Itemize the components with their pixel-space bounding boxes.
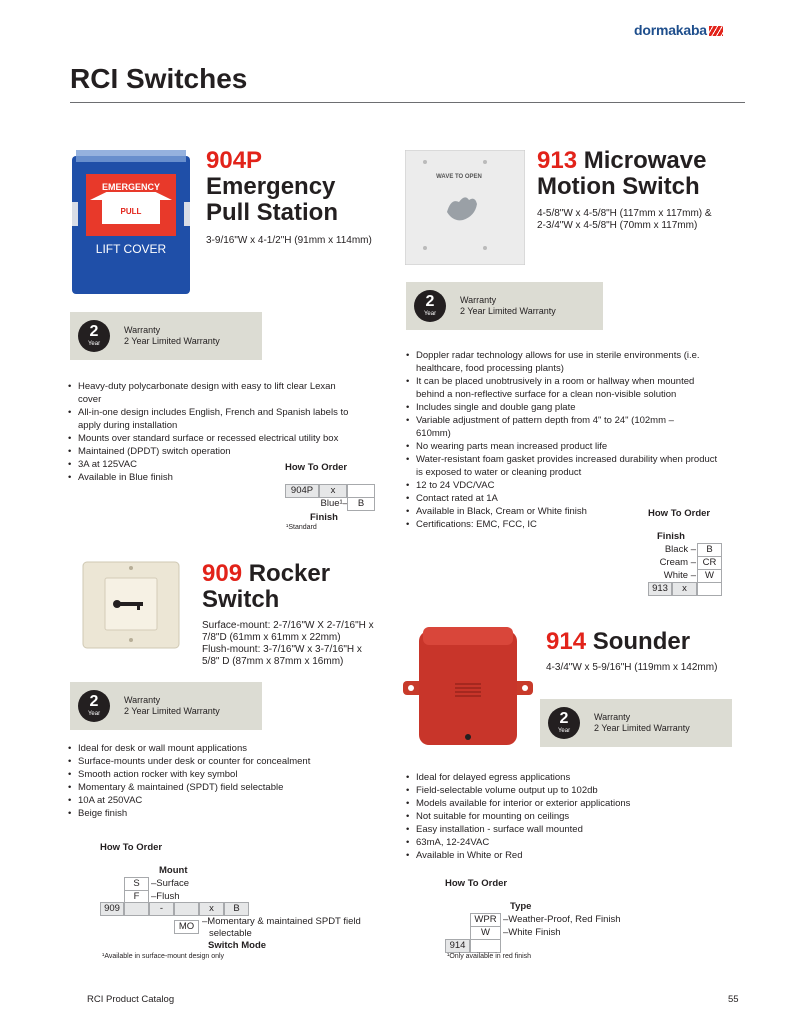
how-to-order-title: How To Order [445, 878, 508, 889]
how-to-order-title: How To Order [100, 842, 163, 853]
product-image-913 [405, 150, 525, 265]
list-item: • Not suitable for mounting on ceilings [406, 810, 726, 823]
list-item: • Beige finish [68, 807, 388, 820]
mode-option-label: –Momentary & maintained SPDT field selectable [202, 916, 361, 939]
footnote: ¹Only available in red finish [447, 953, 532, 960]
product-image-904p [72, 150, 190, 296]
product-title-904p [206, 148, 338, 226]
footnote: ¹Available in surface-mount design only [102, 953, 225, 960]
order-separator-cell: x [319, 484, 347, 498]
list-item: • 63mA, 12-24VAC [406, 836, 726, 849]
list-item: • Models available for interior or exterior applications [406, 797, 726, 810]
feature-list-913 [406, 349, 724, 531]
finish-code-cell: W [697, 569, 722, 583]
warranty-text: Warranty 2 Year Limited Warranty [124, 695, 220, 716]
brand-name: dormakaba [634, 22, 707, 38]
order-blank-cell [347, 484, 375, 498]
how-to-order-title: How To Order [648, 508, 711, 519]
list-item: • Surface-mounts under desk or counter for concealment [68, 755, 388, 768]
finish-option-label: Blue¹– [320, 498, 348, 509]
list-item: • Momentary & maintained (SPDT) field selectable [68, 781, 388, 794]
image-text-emergency: EMERGENCY [101, 182, 160, 192]
mode-code-cell: MO [174, 920, 199, 934]
product-dimensions: 4-5/8"W x 4-5/8"H (117mm x 117mm) & 2-3/4"W x 4-5/8"H (70mm x 117mm) [537, 208, 712, 231]
order-model-cell: 904P [285, 484, 319, 498]
list-item: • Certifications: EMC, FCC, IC [406, 518, 724, 531]
brand-logo [634, 22, 723, 38]
type-option-label: –Weather-Proof, Red Finish [503, 914, 621, 925]
product-title-line: Emergency [206, 173, 336, 200]
finish-option-label: Cream – [659, 557, 696, 568]
footer-catalog-name: RCI Product Catalog [87, 994, 175, 1005]
list-item: • Easy installation - surface wall mounted [406, 823, 726, 836]
list-item: • 12 to 24 VDC/VAC [406, 479, 724, 492]
mode-heading: Switch Mode [208, 940, 267, 951]
list-item: • Maintained (DPDT) switch operation [68, 445, 278, 458]
list-item: • Available in Black, Cream or White finish [406, 505, 724, 518]
mount-code-cell: S [124, 877, 149, 891]
product-number: 909 [202, 560, 243, 587]
product-number: 914 [546, 628, 587, 655]
page-number: 55 [728, 994, 739, 1005]
order-blank-cell [697, 582, 722, 596]
feature-list-909 [68, 742, 388, 820]
product-title-line: Pull Station [206, 199, 338, 226]
product-title-909 [202, 561, 330, 613]
order-blank-cell [174, 902, 199, 916]
product-number: 913 [537, 147, 578, 174]
product-title-line: Switch [202, 586, 280, 613]
warranty-badge-icon: 2 Year [78, 320, 110, 352]
image-text-lift-cover: LIFT COVER [95, 242, 167, 256]
order-model-cell: 909 [100, 902, 124, 916]
order-model-cell: 913 [648, 582, 672, 596]
footnote: ¹Standard [286, 524, 317, 531]
product-title-914 [546, 629, 690, 655]
finish-option-label: White – [663, 570, 696, 581]
finish-code-cell: B [224, 902, 249, 916]
mount-option-label: –Flush [151, 891, 180, 902]
order-separator-cell: x [672, 582, 697, 596]
product-title-line: Sounder [592, 628, 691, 655]
list-item: • Ideal for delayed egress applications [406, 771, 726, 784]
order-blank-cell [470, 939, 501, 953]
mount-option-label: –Surface [151, 878, 190, 889]
brand-mark-icon [709, 26, 723, 36]
list-item: • Smooth action rocker with key symbol [68, 768, 388, 781]
page-title: RCI Switches [70, 63, 248, 94]
product-image-909 [81, 560, 181, 650]
list-item: • 10A at 250VAC [68, 794, 388, 807]
warranty-text: Warranty 2 Year Limited Warranty [460, 295, 556, 316]
product-title-line: Microwave [583, 147, 707, 174]
mount-heading: Mount [159, 865, 188, 876]
title-divider [70, 102, 745, 103]
order-separator-cell: x [199, 902, 224, 916]
list-item: • Mounts over standard surface or recessed electrical utility box [68, 432, 358, 445]
order-dash-cell: - [149, 902, 174, 916]
warranty-badge-icon: 2 Year [548, 707, 580, 739]
finish-code-cell: B [697, 543, 722, 557]
list-item: • Water-resistant foam gasket provides increased durability when product is exposed to water or cleaning product [406, 453, 724, 479]
warranty-text: Warranty 2 Year Limited Warranty [594, 712, 690, 733]
list-item: • No wearing parts mean increased product life [406, 440, 724, 453]
type-option-label: –White Finish [503, 927, 561, 938]
product-title-line: Rocker [248, 560, 331, 587]
list-item: • Heavy-duty polycarbonate design with easy to lift clear Lexan cover [68, 380, 358, 406]
product-image-914 [403, 625, 533, 747]
type-heading: Type [510, 901, 532, 912]
product-number: 904P [206, 147, 263, 174]
product-title-913 [537, 148, 706, 200]
image-text-pull: PULL [120, 207, 142, 216]
finish-code-cell: B [347, 497, 375, 511]
warranty-badge-icon: 2 Year [78, 690, 110, 722]
how-to-order-title: How To Order [285, 462, 348, 473]
list-item: • All-in-one design includes English, French and Spanish labels to apply during installation [68, 406, 358, 432]
list-item: • Doppler radar technology allows for use in sterile environments (i.e. healthcare, food processing plants) [406, 349, 724, 375]
warranty-box [70, 682, 262, 730]
type-code-cell: W [470, 926, 501, 940]
order-model-cell: 914 [445, 939, 470, 953]
warranty-text: Warranty 2 Year Limited Warranty [124, 325, 220, 346]
warranty-box [540, 699, 732, 747]
list-item: • It can be placed unobtrusively in a room or hallway when mounted behind a non-reflective surface for a clean non-visible solution [406, 375, 724, 401]
finish-heading: Finish [310, 512, 338, 523]
list-item: • Field-selectable volume output up to 102db [406, 784, 726, 797]
list-item: • 3A at 125VAC [68, 458, 358, 471]
warranty-box [406, 282, 603, 330]
type-code-cell: WPR [470, 913, 501, 927]
list-item: • Contact rated at 1A [406, 492, 724, 505]
product-title-line: Motion Switch [537, 173, 700, 200]
list-item: • Available in White or Red [406, 849, 726, 862]
order-blank-cell [124, 902, 149, 916]
finish-heading: Finish [657, 531, 685, 542]
finish-option-label: Black – [664, 544, 696, 555]
list-item: • Includes single and double gang plate [406, 401, 724, 414]
list-item: • Variable adjustment of pattern depth from 4" to 24" (102mm – 610mm) [406, 414, 696, 440]
mount-code-cell: F [124, 890, 149, 904]
feature-list-914 [406, 771, 726, 862]
warranty-box [70, 312, 262, 360]
list-item: • Available in Blue finish [68, 471, 358, 484]
warranty-badge-icon: 2 Year [414, 290, 446, 322]
product-dimensions: 4-3/4"W x 5-9/16"H (119mm x 142mm) [546, 662, 718, 673]
product-dimensions: 3-9/16"W x 4-1/2"H (91mm x 114mm) [206, 235, 372, 246]
list-item: • Ideal for desk or wall mount applications [68, 742, 388, 755]
product-dimensions: Surface-mount: 2-7/16"W X 2-7/16"H x 7/8"D (61mm x 61mm x 22mm) Flush-mount: 3-7/16"W x 3-7/16"H x 5/8" D (87mm x 87mm x 16mm) [202, 620, 374, 667]
finish-code-cell: CR [697, 556, 722, 570]
image-text-wave: WAVE TO OPEN [436, 174, 482, 180]
